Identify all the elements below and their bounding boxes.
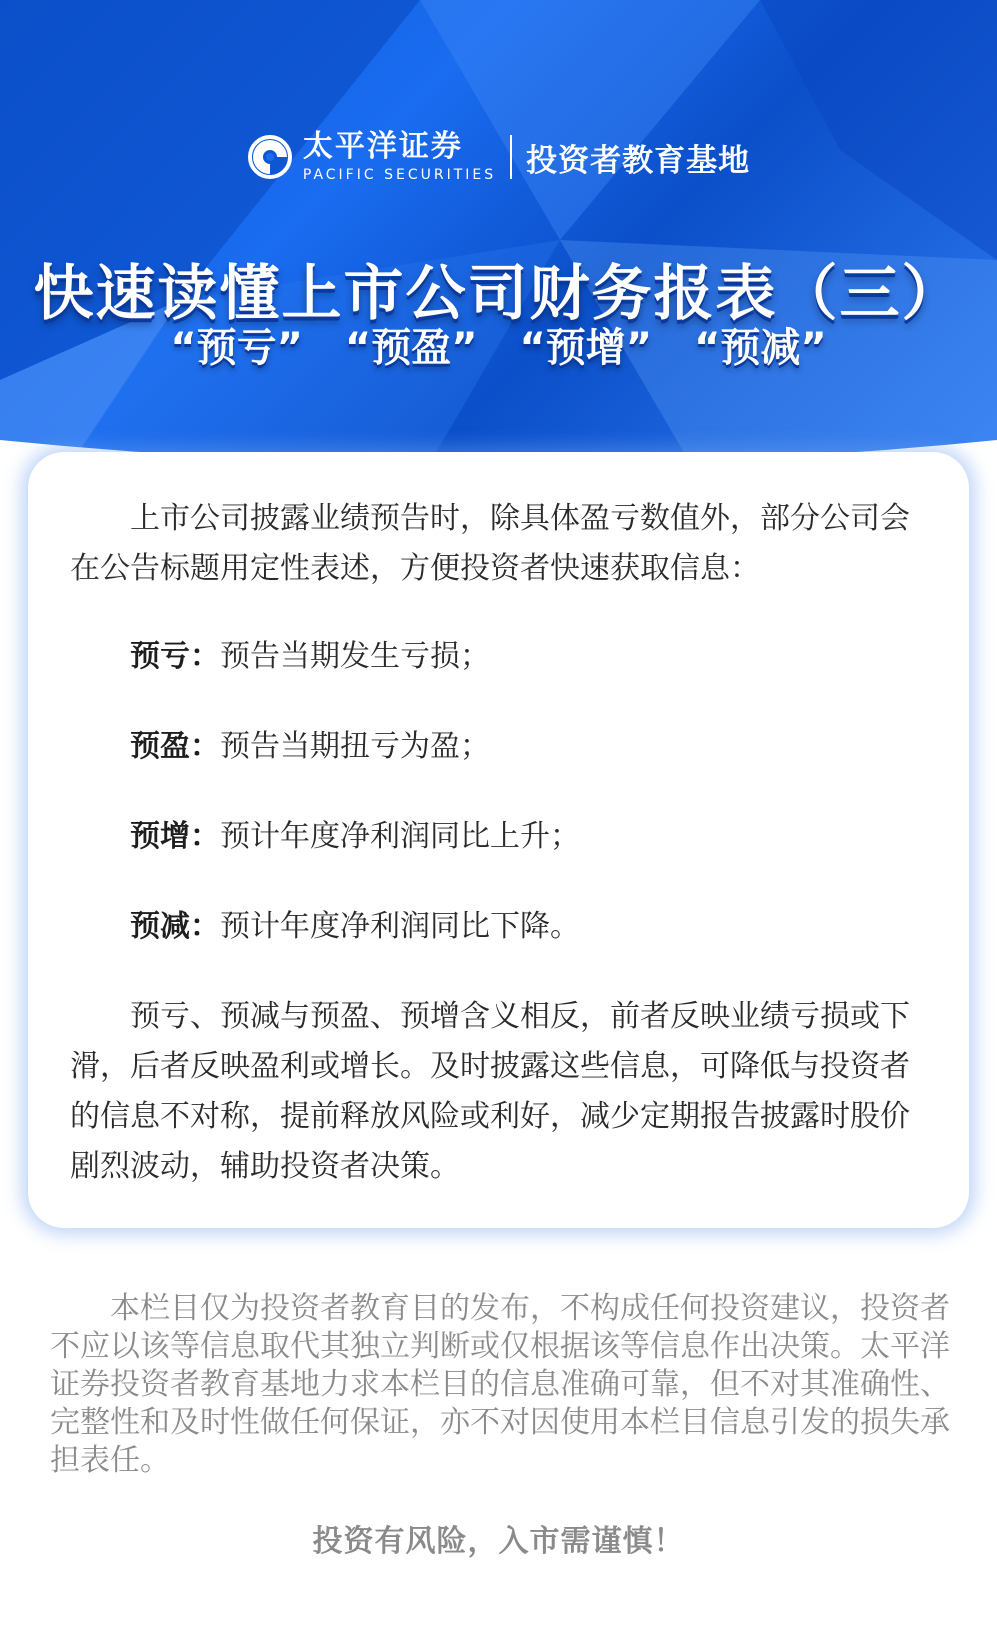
page-title: 快速读懂上市公司财务报表（三） bbox=[33, 259, 964, 329]
definition-item bbox=[70, 632, 923, 682]
definition-desc: 预告当期发生亏损； bbox=[220, 639, 490, 674]
definition-term: 预盈： bbox=[130, 729, 220, 764]
definition-desc: 预计年度净利润同比上升； bbox=[220, 819, 580, 854]
definition-desc: 预告当期扭亏为盈； bbox=[220, 729, 490, 764]
disclaimer-text: 本栏目仅为投资者教育目的发布，不构成任何投资建议，投资者不应以该等信息取代其独立判断或仅根据该等信息作出决策。太平洋证券投资者教育基地力求本栏目的信息准确可靠，但不对其准确性、完整性和及时性做任何保证，亦不对因使用本栏目信息引发的损失承担表任。 bbox=[50, 1291, 950, 1478]
hero-banner bbox=[0, 0, 997, 480]
brand-subtitle: 投资者教育基地 bbox=[526, 142, 751, 179]
definition-item bbox=[70, 812, 923, 862]
brand-names bbox=[302, 129, 497, 183]
brand-header bbox=[0, 122, 997, 192]
brand-divider bbox=[510, 135, 512, 179]
definition-desc: 预计年度净利润同比下降。 bbox=[220, 909, 580, 944]
brand-name-cn: 太平洋证券 bbox=[302, 129, 463, 164]
definition-term: 预增： bbox=[130, 819, 220, 854]
page-subtitle bbox=[0, 316, 997, 373]
subtitle-item: “预亏” bbox=[170, 325, 303, 371]
pacific-securities-logo-icon bbox=[247, 134, 293, 180]
subtitle-item: “预减” bbox=[694, 325, 827, 371]
summary-paragraph: 预亏、预减与预盈、预增含义相反，前者反映业绩亏损或下滑，后者反映盈利或增长。及时披露这些信息，可降低与投资者的信息不对称，提前释放风险或利好，减少定期报告披露时股价剧烈波动，辅助投资者决策。 bbox=[70, 999, 910, 1184]
hero-background-shapes bbox=[0, 0, 997, 480]
content-card bbox=[28, 452, 969, 1228]
subtitle-item: “预盈” bbox=[344, 325, 478, 371]
brand-name-en: PACIFIC SECURITIES bbox=[302, 167, 497, 183]
risk-warning: 投资有风险，入市需谨慎！ bbox=[312, 1524, 685, 1559]
definition-term: 预减： bbox=[130, 909, 220, 944]
subtitle-item: “预增” bbox=[519, 325, 653, 371]
intro-paragraph: 上市公司披露业绩预告时，除具体盈亏数值外，部分公司会在公告标题用定性表述，方便投资者快速获取信息： bbox=[70, 501, 910, 586]
definition-item bbox=[70, 722, 923, 772]
definition-term: 预亏： bbox=[130, 639, 220, 674]
definition-item bbox=[70, 902, 923, 952]
